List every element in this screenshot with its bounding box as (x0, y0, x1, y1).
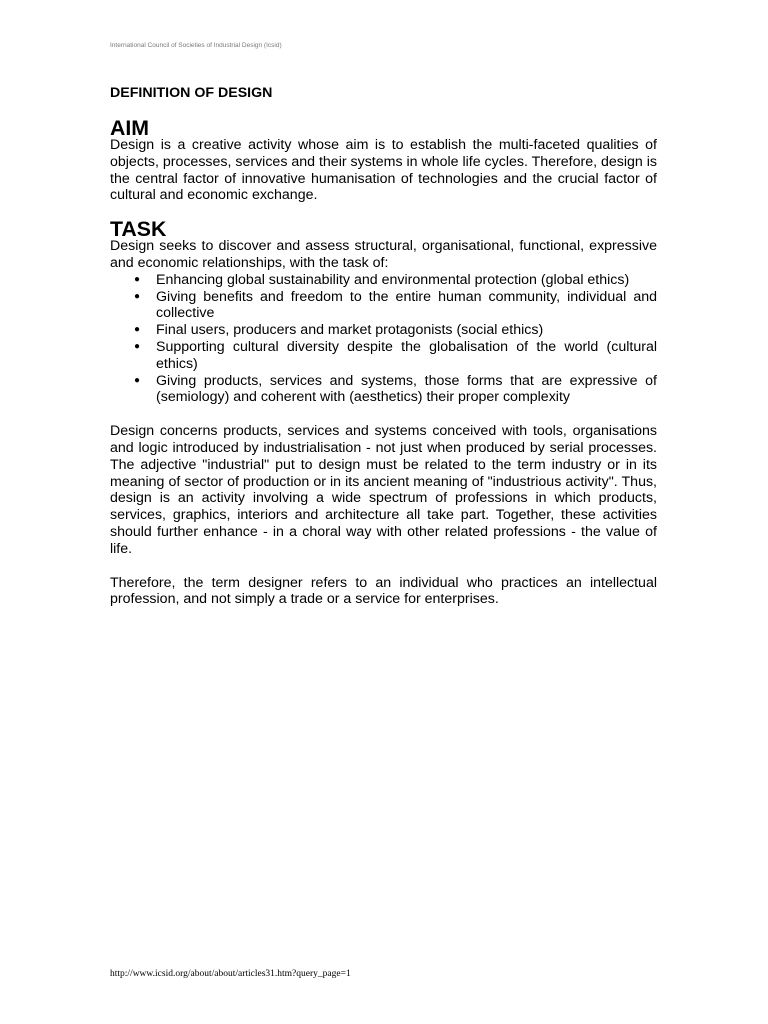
list-item-text: Giving benefits and freedom to the entire human community, individual and collective (156, 288, 657, 322)
bullet-icon: ● (134, 374, 141, 386)
document-body (110, 84, 657, 608)
spacer (110, 102, 657, 120)
bullet-icon: ● (134, 340, 141, 352)
list-item-text: Giving products, services and systems, those forms that are expressive of (semiology) and coherent with (aesthetics) their proper complexity (156, 372, 657, 406)
bullet-icon: ● (134, 324, 141, 336)
list-item (134, 322, 657, 339)
spacer (110, 406, 657, 423)
spacer (110, 558, 657, 575)
footer-url: http://www.icsid.org/about/about/articles31.htm?query_page=1 (110, 969, 351, 979)
task-list (110, 272, 657, 406)
list-item (134, 338, 657, 373)
task-heading: TASK (110, 217, 167, 242)
aim-paragraph: Design is a creative activity whose aim is to establish the multi-faceted qualities of objects, processes, services and their systems in whole life cycles. Therefore, design is the central factor of innovative humanisation of technologies and the crucial factor of cultural and economic exchange. (110, 137, 657, 204)
list-item (134, 372, 657, 407)
list-item-text: Enhancing global sustainability and environmental protection (global ethics) (156, 271, 630, 288)
list-item-text: Supporting cultural diversity despite the globalisation of the world (cultural ethics) (156, 338, 657, 372)
list-item-text: Final users, producers and market protagonists (social ethics) (156, 322, 544, 339)
list-item (134, 271, 657, 289)
page-title: DEFINITION OF DESIGN (110, 85, 273, 101)
designer-definition-paragraph: Therefore, the term designer refers to an individual who practices an intellectual profession, and not simply a trade or a service for enterprises. (110, 574, 657, 608)
task-intro-paragraph: Design seeks to discover and assess structural, organisational, functional, expressive and economic relationships, with the task of: (110, 238, 657, 271)
list-item (134, 288, 657, 323)
running-header: International Council of Societies of Industrial Design (Icsid) (110, 42, 282, 49)
bullet-icon: ● (134, 290, 141, 302)
aim-heading: AIM (110, 116, 150, 140)
spacer (110, 204, 657, 221)
design-concerns-paragraph: Design concerns products, services and systems conceived with tools, organisations and logic introduced by industrialisation - not just when produced by serial processes. The adjective "industrial" put to design must be related to the term industry or in its meaning of sector of production or in its ancient meaning of "industrious activity". Thus, design is an activity involving a wide spectrum of professions in which products, services, graphics, interiors and architecture all take part. Together, these activities should further enhance - in a choral way with other related professions - the value of life. (110, 423, 657, 557)
bullet-icon: ● (134, 273, 141, 285)
